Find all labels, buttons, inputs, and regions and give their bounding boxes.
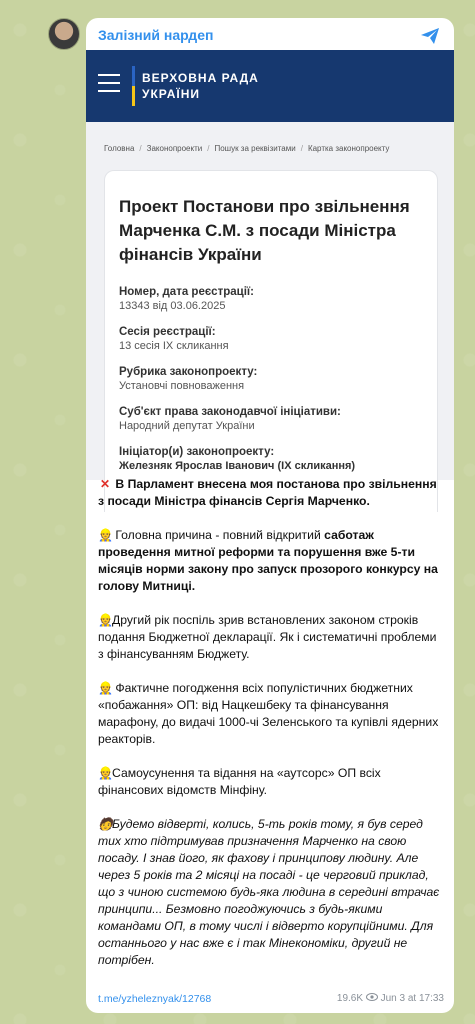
post-paragraph: Другий рік поспіль зрив встановлених законом строків подання Бюджетної декларації. Як і систематичні проблеми з фінансуванням Бюджету. — [98, 613, 437, 661]
worker-emoji-icon: 👷 — [98, 681, 113, 695]
channel-avatar[interactable] — [48, 18, 80, 50]
breadcrumb-item: Головна — [104, 144, 135, 153]
rada-logo-text: ВЕРХОВНА РАДА УКРАЇНИ — [142, 71, 259, 101]
post-footer — [98, 993, 444, 1005]
rada-header — [86, 50, 454, 122]
post-paragraph: Головна причина - повний відкритий — [115, 528, 325, 542]
breadcrumb-item: Пошук за реквізитами — [214, 144, 296, 153]
breadcrumb-item: Картка законопроекту — [307, 144, 390, 153]
hamburger-menu-icon — [98, 74, 120, 92]
post-paragraph: В Парламент внесена моя постанова про звільнення з посади Міністра фінансів Сергія Марченко. — [98, 477, 437, 508]
post-paragraph: Самоусунення та відання на «аутсорс» ОП всіх фінансових відомств Мінфіну. — [98, 766, 381, 797]
post-link[interactable]: t.me/yzheleznyak/12768 — [98, 993, 212, 1005]
bill-field: Рубрика законопроекту: Установчі повноваження — [119, 366, 258, 392]
view-count: 19.6K — [336, 993, 364, 1004]
post-text — [98, 476, 444, 986]
bill-title: Проект Постанови про звільнення Марченка С.М. з посади Міністра фінансів України — [119, 197, 410, 264]
channel-name[interactable]: Залізний нардеп — [98, 27, 214, 43]
bill-field: Суб'єкт права законодавчої ініціативи: Народний депутат України — [119, 406, 341, 432]
bill-card — [104, 170, 438, 512]
post-image[interactable] — [86, 50, 454, 480]
post-date: Jun 3 at 17:33 — [380, 993, 444, 1004]
share-arrow-icon[interactable] — [420, 27, 440, 45]
breadcrumb-item: Законопроекти — [146, 144, 203, 153]
post-paragraph-bold: саботаж проведення митної реформи та порушення вже 5-ти місяців норми закону про запуск прозорого конкурсу на голову Митниці. — [98, 528, 438, 593]
flag-stripe-icon — [132, 66, 135, 106]
message-card — [86, 18, 454, 1013]
eye-icon — [366, 993, 378, 1001]
person-emoji-icon: 🧑 — [98, 817, 113, 831]
worker-emoji-icon: 👷 — [98, 613, 113, 627]
bill-field: Сесія реєстрації: 13 сесія IX скликання — [119, 326, 229, 352]
worker-emoji-icon: 👷 — [98, 766, 113, 780]
cross-mark-icon: ✕ — [99, 477, 111, 491]
bill-field: Ініціатор(и) законопроекту: Железняк Ярослав Іванович (IX скликання) — [119, 446, 356, 472]
breadcrumb: Головна / Законопроекти / Пошук за реквізитами / Картка законопроекту — [104, 144, 390, 153]
post-paragraph: Фактичне погодження всіх популістичних бюджетних «побажання» ОП: від Нацкешбеку та фінансування марафону, до видачі 1000-чі Зеленського та купівлі ядерних реакторів. — [98, 681, 439, 746]
worker-emoji-icon: 👷 — [98, 528, 113, 542]
bill-field: Номер, дата реєстрації: 13343 від 03.06.2025 — [119, 286, 254, 312]
post-paragraph: Будемо відверті, колись, 5-ть років тому, я був серед тих хто підтримував призначення Марченко на свою посаду. І знав його, як фахову і принципову людину. Але через 5 років та 2 місяці на посаді - це черговий приклад, що з чиною системою будь-яка людина в середині втрачає принципи... Безмовно погоджуючись з будь-якими командами ОП, в тому числі і відверто корупційними. Для останнього у нас вже є і так Мінекономіки, другий не потрібен. — [98, 817, 440, 967]
post-meta — [337, 993, 444, 1004]
